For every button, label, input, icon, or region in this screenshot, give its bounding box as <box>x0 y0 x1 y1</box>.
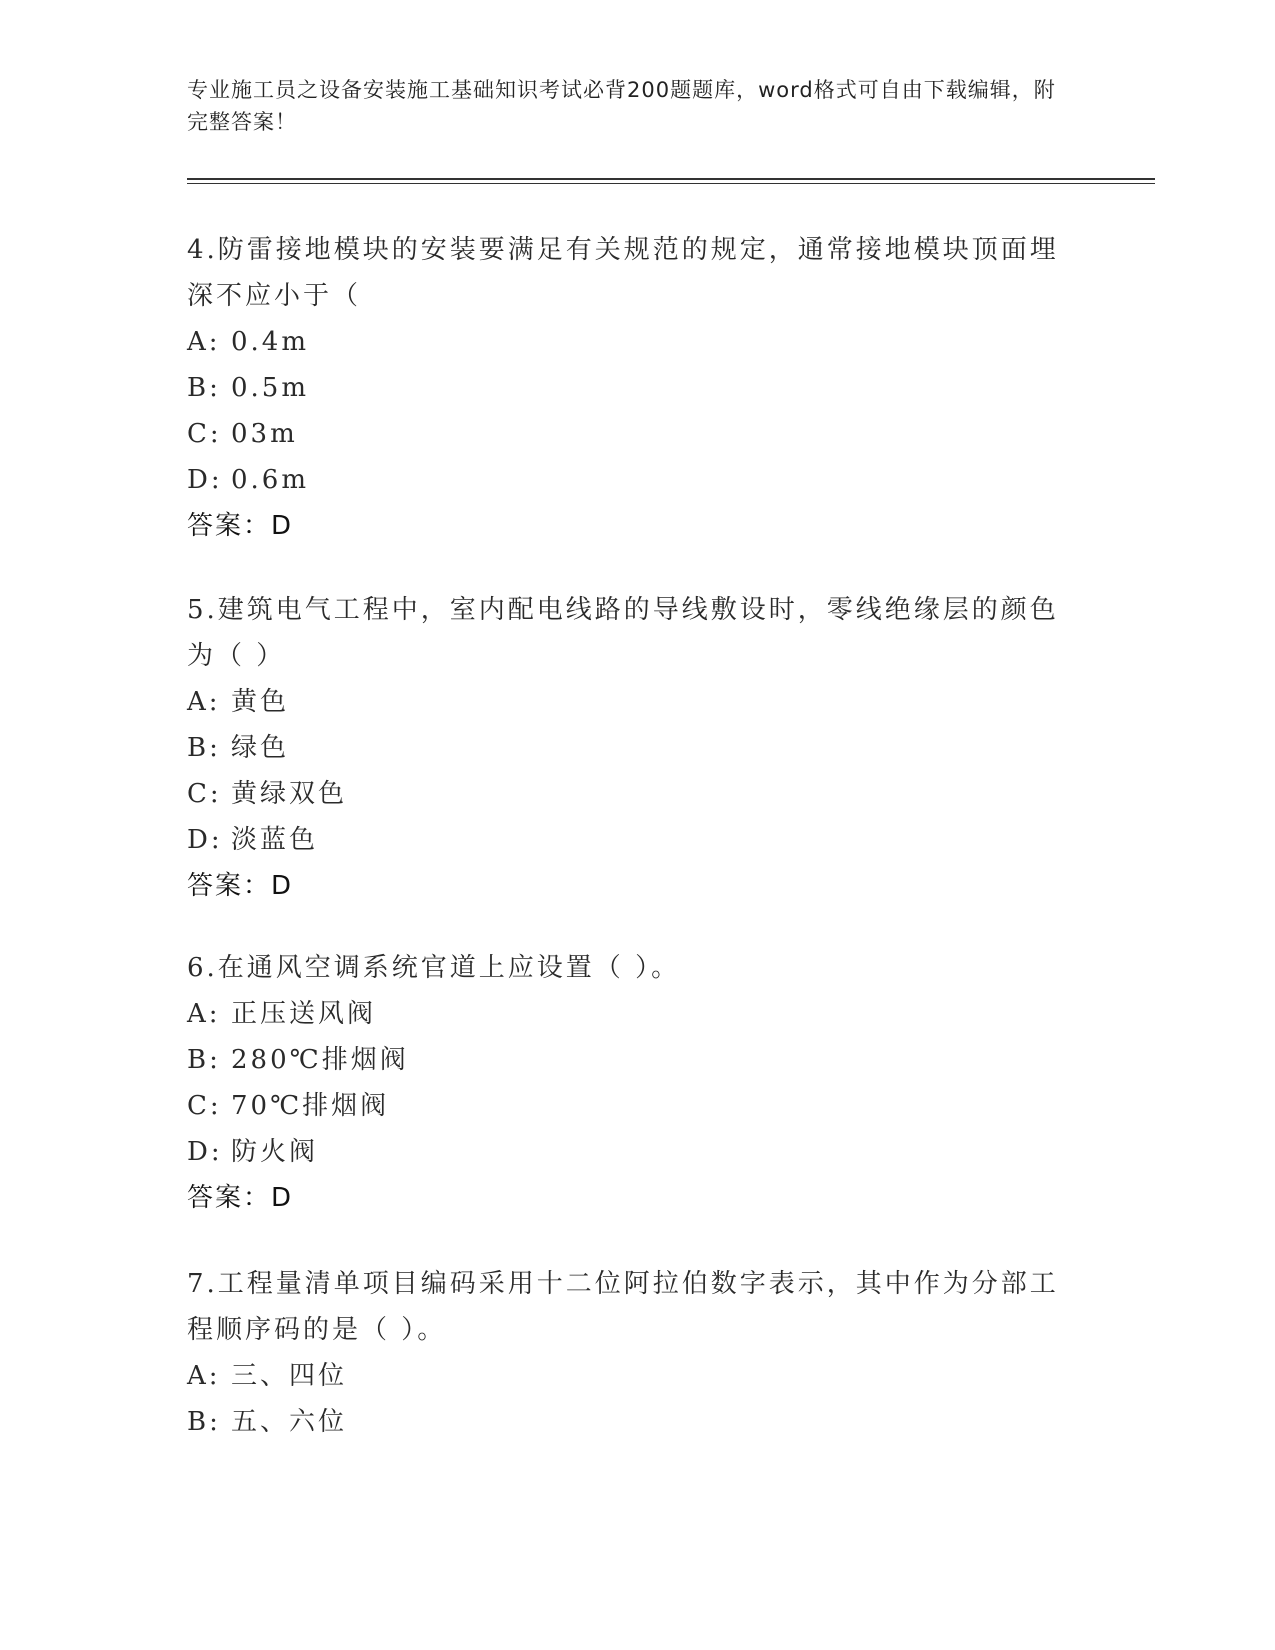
option-text: 0.5m <box>231 373 310 403</box>
option-letter: A: <box>187 687 221 717</box>
option-letter: D: <box>187 1137 223 1167</box>
option-a <box>187 991 1087 1037</box>
header-divider-thin <box>187 183 1155 184</box>
question-7 <box>187 1261 1087 1445</box>
document-title: 专业施工员之设备安装施工基础知识考试必背200题题库，word格式可自由下载编辑，附完整答案！ <box>187 78 1056 134</box>
option-letter: A: <box>187 1361 221 1391</box>
question-text: 5.建筑电气工程中，室内配电线路的导线敷设时，零线绝缘层的颜色为（ ） <box>187 595 1059 671</box>
option-text: 280℃排烟阀 <box>231 1045 409 1075</box>
option-b <box>187 365 1087 411</box>
question-text: 6.在通风空调系统官道上应设置（ ）。 <box>187 953 681 983</box>
option-d <box>187 457 1087 503</box>
option-d <box>187 817 1087 863</box>
option-c <box>187 1083 1087 1129</box>
option-text: 正压送风阀 <box>231 999 377 1029</box>
option-letter: A: <box>187 999 221 1029</box>
option-letter: B: <box>187 1407 221 1437</box>
option-text: 绿色 <box>231 733 290 763</box>
option-b <box>187 1399 1087 1445</box>
option-letter: C: <box>187 419 222 449</box>
option-text: 三、四位 <box>231 1361 348 1391</box>
question-6 <box>187 945 1087 1221</box>
option-text: 0.4m <box>231 327 310 357</box>
question-5 <box>187 587 1087 909</box>
header-divider <box>187 178 1155 180</box>
option-text: 70℃排烟阀 <box>231 1091 390 1121</box>
option-text: 五、六位 <box>231 1407 348 1437</box>
option-letter: B: <box>187 373 221 403</box>
option-a <box>187 679 1087 725</box>
option-a <box>187 319 1087 365</box>
option-letter: D: <box>187 825 223 855</box>
question-4 <box>187 227 1087 549</box>
option-text: 防火阀 <box>231 1137 319 1167</box>
answer-line: 答案：D <box>187 511 294 541</box>
option-d <box>187 1129 1087 1175</box>
option-letter: B: <box>187 1045 221 1075</box>
option-letter: C: <box>187 779 222 809</box>
option-letter: C: <box>187 1091 222 1121</box>
question-text: 7.工程量清单项目编码采用十二位阿拉伯数字表示，其中作为分部工程顺序码的是（ ）。 <box>187 1269 1059 1345</box>
answer-line: 答案：D <box>187 871 294 901</box>
answer-line: 答案：D <box>187 1183 294 1213</box>
option-text: 黄色 <box>231 687 290 717</box>
option-letter: D: <box>187 465 223 495</box>
question-text: 4.防雷接地模块的安装要满足有关规范的规定，通常接地模块顶面埋深不应小于（ <box>187 235 1059 311</box>
option-a <box>187 1353 1087 1399</box>
option-letter: B: <box>187 733 221 763</box>
option-b <box>187 725 1087 771</box>
option-text: 03m <box>231 419 298 449</box>
option-text: 0.6m <box>231 465 310 495</box>
option-letter: A: <box>187 327 221 357</box>
option-c <box>187 771 1087 817</box>
option-c <box>187 411 1087 457</box>
option-text: 黄绿双色 <box>231 779 348 809</box>
option-b <box>187 1037 1087 1083</box>
option-text: 淡蓝色 <box>231 825 319 855</box>
